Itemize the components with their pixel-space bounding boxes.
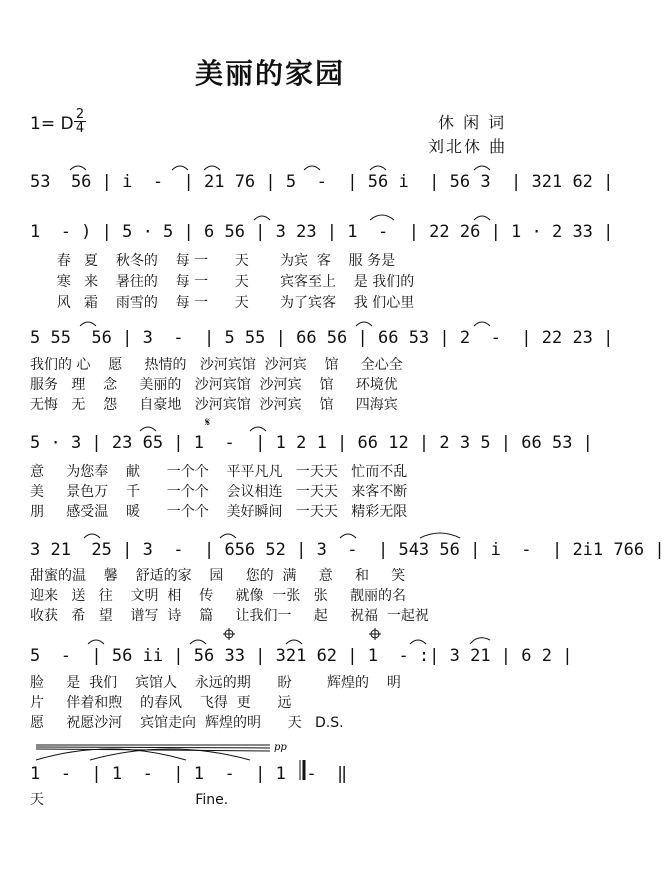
lyricist-credit: 休 闲 词 [438,113,507,132]
tie-mark [140,427,156,431]
lyric-5-2: 迎来 送 往 文明 相 传 就像 一张 张 靓丽的名 [30,588,406,604]
lyric-6-1: 脸 是 我们 宾馆人 永远的期 盼 辉煌的 明 [30,675,401,691]
lyric-5-3: 收获 希 望 谱写 诗 篇 让我们一 起 祝福 一起祝 [30,608,429,624]
tie-mark [80,322,96,326]
tie-mark [84,534,100,538]
key-signature: 1= D [30,114,74,134]
lyric-2-3: 风 霜 雨雪的 每 一 天 为了宾客 我 们心里 [30,295,415,311]
notation-line-6: 5 - | 56 ii | 56 33 | 321 62 | 1 - :| 3 21 | 6 2 | [30,646,573,666]
lyric-4-3: 朋 感受温 暖 一个个 美好瞬间 一天天 精彩无限 [30,504,408,520]
dynamic-mark: pp [274,742,287,753]
composer-credit: 刘北休 曲 [428,137,508,156]
tie-mark [172,166,188,170]
notation-line-2: 1 - ) | 5 · 5 | 6 56 | 3 23 | 1 - | 22 26 | 1 · 2 33 | [30,222,614,242]
tie-mark [340,534,356,538]
lyric-5-1: 甜蜜的温 馨 舒适的家 园 您的 满 意 和 笑 [30,568,406,584]
time-denominator: 4 [75,121,85,136]
notation-line-5: 3 21 25 | 3 - | 656 52 | 3 - | 543 56 | i - | 2i1 766 | [30,540,665,560]
lyric-6-2: 片 伴着和煦 的春风 飞得 更 远 [30,695,292,711]
notation-line-1: 53 56 | i - | 21 76 | 5 - | 56 i | 56 3 | 321 62 | [30,172,614,192]
lyric-4-1: 意 为您奉 献 一个个 平平凡凡 一天天 忙而不乱 [30,464,408,480]
notation-line-7: 1 - | 1 - | 1 - | 1 - ‖ [30,764,348,784]
tie-mark [254,216,270,220]
tie-mark [204,166,220,170]
tie-mark [370,215,394,220]
tie-mark [220,534,236,538]
time-numerator: 2 [75,107,85,122]
tie-mark [88,640,104,644]
tie-mark [474,166,490,170]
lyric-4-2: 美 景色万 千 一个个 会议相连 一天天 来客不断 [30,484,408,500]
tie-mark [410,640,426,644]
tie-mark [70,166,86,170]
notation-line-3: 5 55 56 | 3 - | 5 55 | 66 56 | 66 53 | 2 - | 22 23 | [30,328,614,348]
tie-mark [474,322,490,326]
lyric-2-2: 寒 来 暑往的 每 一 天 宾客至上 是 我们的 [30,274,415,290]
tie-mark [474,216,490,220]
song-title: 美丽的家园 [194,57,345,90]
lyric-7-1: 天 Fine. [30,792,229,808]
tie-mark [190,640,206,644]
tie-mark [304,166,320,170]
tie-mark [420,533,460,538]
lyric-3-1: 我们的 心 愿 热情的 沙河宾馆 沙河宾 馆 全心全 [30,357,403,373]
segno-icon: 𝄋 [205,415,211,429]
lyric-2-1: 春 夏 秋冬的 每 一 天 为宾 客 服 务是 [30,253,396,269]
tie-mark [250,427,266,431]
lyric-3-3: 无悔 无 怨 自豪地 沙河宾馆 沙河宾 馆 四海宾 [30,397,398,413]
tie-mark [370,166,386,170]
lyric-6-3: 愿 祝愿沙河 宾馆走向 辉煌的明 天 D.S. [30,715,344,731]
tie-mark [286,640,302,644]
tie-mark [356,322,372,326]
tie-mark [470,638,490,644]
lyric-3-2: 服务 理 念 美丽的 沙河宾馆 沙河宾 馆 环境优 [30,377,398,393]
notation-line-4: 5 · 3 | 23 65 | 1 - | 1 2 1 | 66 12 | 2 3 5 | 66 53 | [30,433,593,453]
